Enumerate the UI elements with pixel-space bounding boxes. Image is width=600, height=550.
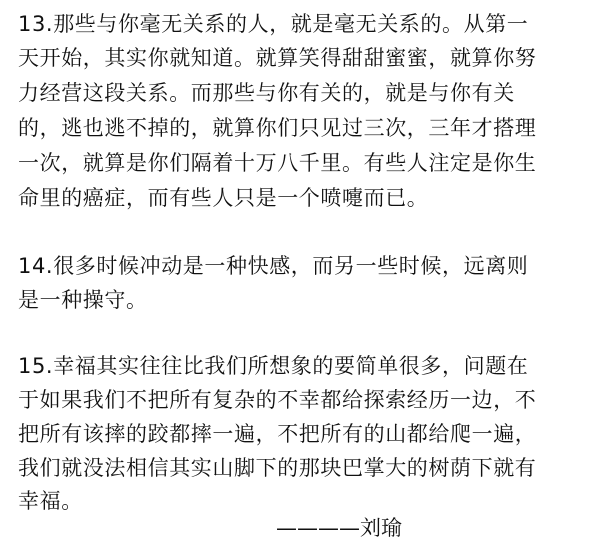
text-line: 13.那些与你毫无关系的人，就是毫无关系的。从第一 [18,12,529,36]
text-line: 力经营这段关系。而那些与你有关的，就是与你有关 [18,81,515,105]
text-line: 天开始，其实你就知道。就算笑得甜甜蜜蜜，就算你努 [18,46,537,70]
text-line: 14.很多时候冲动是一种快感，而另一些时候，远离则 [18,254,529,278]
text-line: 命里的癌症，而有些人只是一个喷嚏而已。 [18,186,429,210]
text-line: 是一种操守。 [18,288,148,312]
text-line: 一次，就算是你们隔着十万八千里。有些人注定是你生 [18,151,537,175]
text-line: 我们就没法相信其实山脚下的那块巴掌大的树荫下就有 [18,456,537,480]
text-line: 把所有该摔的跤都摔一遍，不把所有的山都给爬一遍， [18,422,537,446]
text-line: 15.幸福其实往往比我们所想象的要简单很多，问题在 [18,354,529,378]
text-line: 于如果我们不把所有复杂的不幸都给探索经历一边，不 [18,388,537,412]
text-line: 幸福。 [18,489,83,513]
author-signature: ————刘瑜 [276,516,402,540]
text-line: 的，逃也逃不掉的，就算你们只见过三次，三年才搭理 [18,116,537,140]
